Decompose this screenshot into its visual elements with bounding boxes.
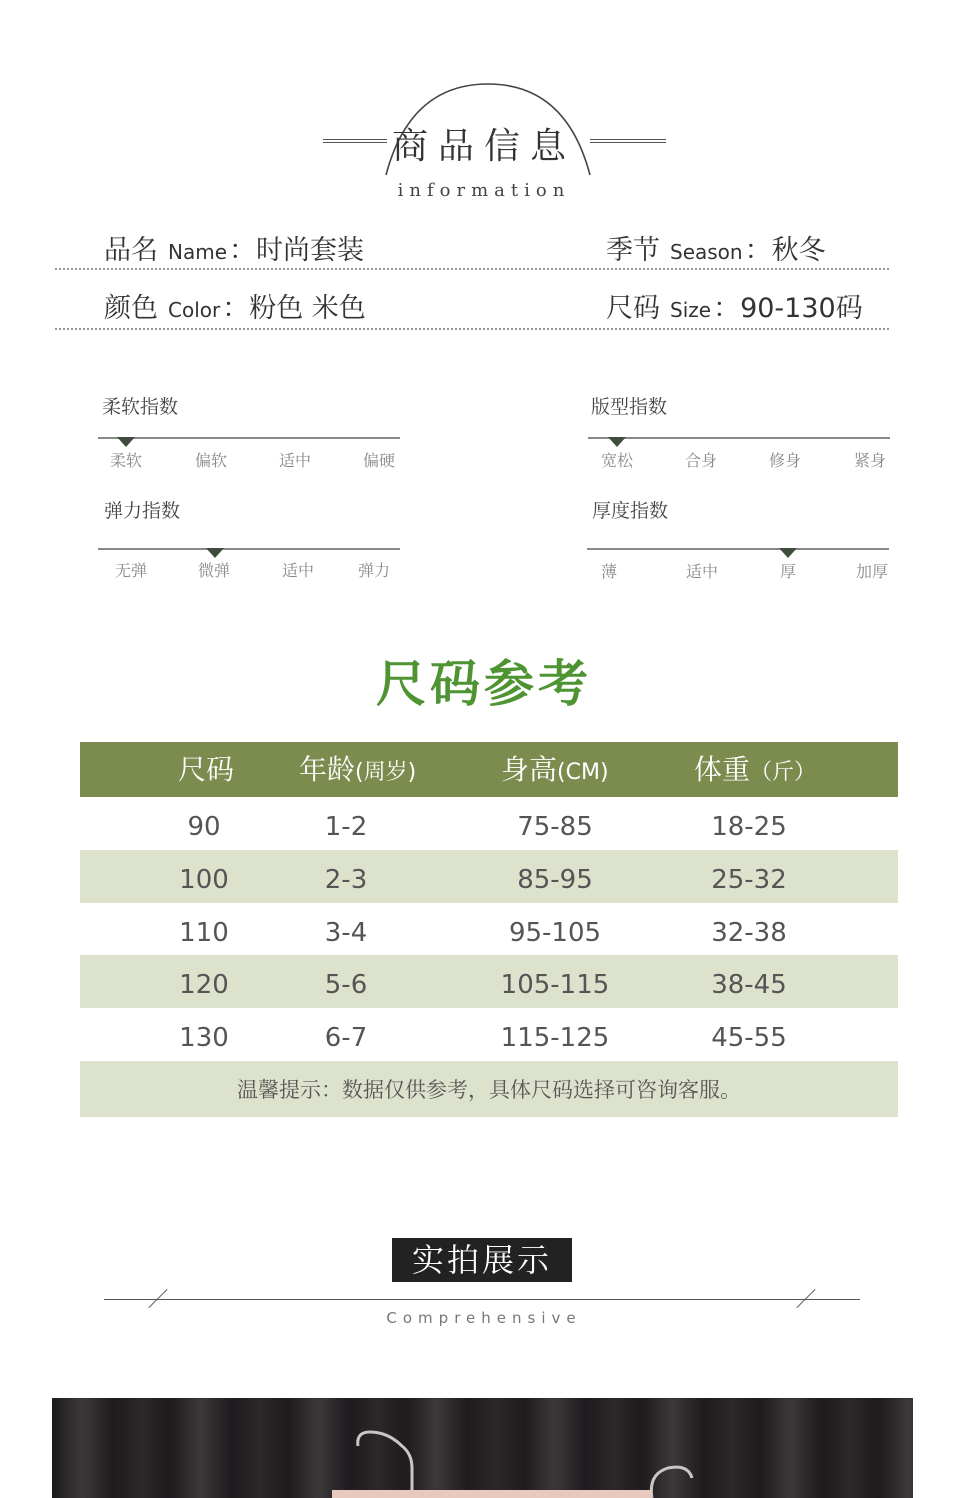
info-name: 品名 Name：时尚套装 [104,235,365,266]
info-name-label-en: Name [168,240,228,264]
index-label: 薄 [601,562,618,581]
cell-age: 2-3 [324,864,368,895]
header-weight: 体重（斤） [694,753,817,786]
info-size-label: 尺码 [606,293,660,324]
info-season-label-en: Season [670,240,743,264]
cell-height: 85-95 [517,864,593,895]
info-name-value: 时尚套装 [256,235,365,266]
index-label: 偏软 [195,451,228,470]
hanger-icon [52,1398,913,1498]
photo-section-divider [104,1299,860,1300]
header-height: 身高(CM) [501,753,609,786]
info-color-label-en: Color [168,298,221,322]
cell-weight: 18-25 [711,812,787,842]
table-row [80,850,898,903]
index-label: 修身 [769,451,802,470]
cell-size: 120 [179,970,229,1001]
cell-age: 1-2 [324,812,368,842]
cell-age: 6-7 [324,1023,368,1054]
cell-size: 90 [187,812,221,842]
info-season-value: 秋冬 [771,235,826,266]
index-label: 宽松 [601,451,634,470]
header-title: 商品信息 [391,126,576,167]
cell-size: 130 [179,1023,229,1054]
info-size: 尺码 Size：90-130码 [606,293,863,324]
cell-height: 115-125 [500,1023,610,1054]
info-season-label: 季节 [606,235,660,266]
index-track [98,437,400,439]
info-name-label: 品名 [104,235,158,266]
info-size-label-en: Size [670,298,712,322]
index-marker [206,548,224,558]
photo-section-subtitle: Comprehensive [386,1309,582,1327]
index-marker [117,437,135,447]
cell-size: 110 [179,917,229,948]
cell-weight: 45-55 [711,1023,787,1054]
cell-age: 5-6 [324,970,368,1001]
index-track [587,548,889,550]
table-row [80,955,898,1008]
cell-weight: 38-45 [711,970,787,1001]
index-label: 适中 [279,451,312,470]
cell-size: 100 [179,864,229,895]
index-label: 合身 [685,451,718,470]
index-label: 适中 [686,562,719,581]
header-subtitle: information [397,180,571,201]
divider-dotted [55,328,889,330]
size-table [80,742,898,1117]
cell-weight: 32-38 [711,917,787,948]
index-title: 厚度指数 [592,500,669,522]
photo-section-title: 实拍展示 [392,1238,572,1282]
index-label: 适中 [282,561,315,580]
cell-height: 105-115 [500,970,610,1001]
index-marker [608,437,626,447]
index-title: 版型指数 [591,396,668,418]
index-label: 加厚 [856,562,889,581]
index-label: 无弹 [115,561,148,580]
product-photo [52,1398,913,1498]
header-age: 年龄(周岁) [299,753,417,786]
index-label: 弹力 [358,561,391,580]
info-color: 颜色 Color：粉色 米色 [104,293,366,324]
cell-age: 3-4 [324,917,368,948]
info-size-value: 90-130码 [740,293,863,324]
cell-height: 75-85 [517,812,593,842]
cell-weight: 25-32 [711,864,787,895]
index-label: 厚 [780,562,797,581]
index-label: 微弹 [198,561,231,580]
info-color-label: 颜色 [104,293,158,324]
index-label: 紧身 [854,451,887,470]
index-track [588,437,890,439]
header-size: 尺码 [178,753,235,786]
index-label: 偏硬 [363,451,396,470]
index-title: 弹力指数 [104,500,181,522]
table-row [80,1008,898,1061]
size-table-header [80,742,898,797]
index-title: 柔软指数 [102,396,179,418]
cell-height: 95-105 [508,917,602,948]
size-table-note: 温馨提示：数据仅供参考，具体尺码选择可咨询客服。 [80,1061,898,1117]
index-marker [779,548,797,558]
info-color-value: 粉色 米色 [249,293,366,324]
table-row [80,797,898,850]
index-track [98,548,400,550]
table-row [80,903,898,956]
size-chart-heading: 尺码参考 [376,655,592,713]
info-season: 季节 Season：秋冬 [606,235,826,266]
index-label: 柔软 [110,451,143,470]
divider-dotted [55,268,889,270]
